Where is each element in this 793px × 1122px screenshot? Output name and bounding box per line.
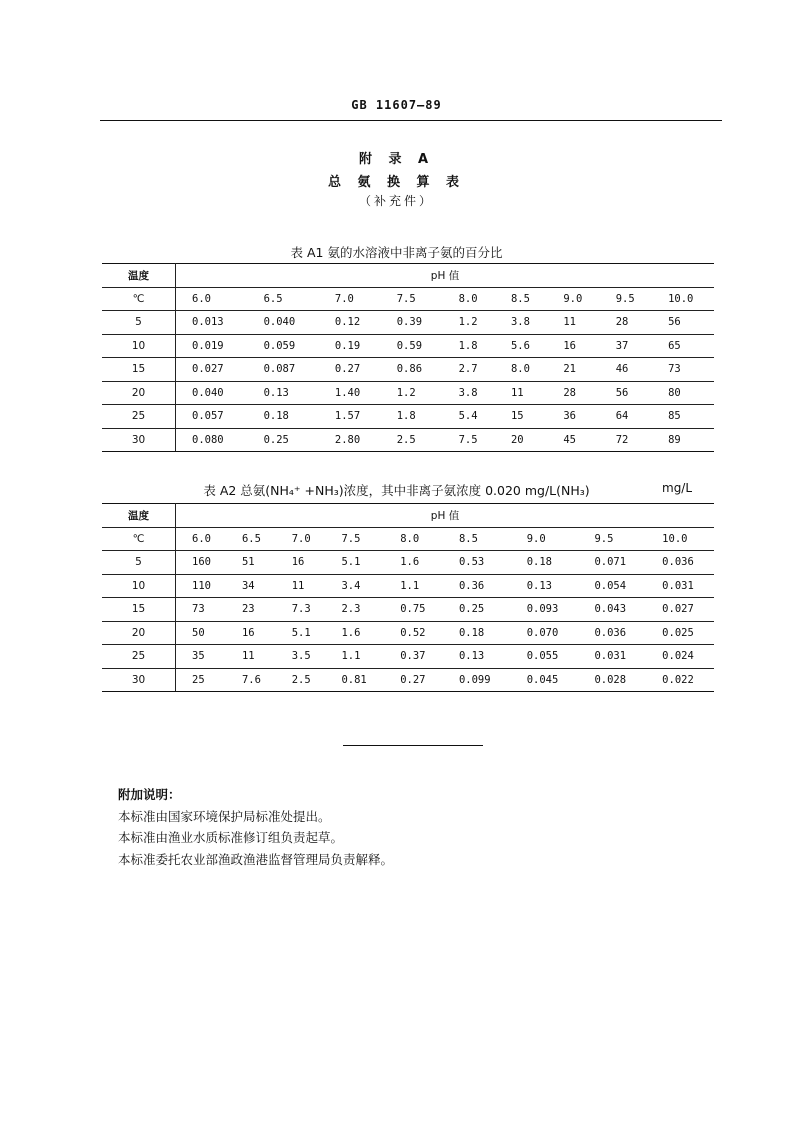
table-row — [102, 574, 714, 598]
value-cell: 0.099 — [443, 668, 511, 692]
value-cell: 34 — [226, 574, 276, 598]
value-cell: 80 — [652, 381, 714, 405]
value-cell: 1.2 — [443, 311, 495, 335]
value-cell: 0.059 — [248, 334, 319, 358]
temperature-cell: 30 — [102, 428, 176, 452]
value-cell: 0.019 — [176, 334, 248, 358]
value-cell: 0.13 — [248, 381, 319, 405]
value-cell: 5.1 — [325, 551, 384, 575]
value-cell: 3.4 — [325, 574, 384, 598]
temperature-unit: ℃ — [102, 287, 176, 311]
value-cell: 65 — [652, 334, 714, 358]
notes-line: 本标准由国家环境保护局标准处提出。 — [118, 808, 331, 824]
table-row — [102, 428, 714, 452]
temperature-cell: 25 — [102, 405, 176, 429]
header-rule — [100, 120, 722, 121]
value-cell: 0.071 — [578, 551, 646, 575]
ph-values-row — [102, 527, 714, 551]
value-cell: 0.054 — [578, 574, 646, 598]
value-cell: 0.27 — [319, 358, 381, 382]
table-row — [102, 381, 714, 405]
ph-value: 9.5 — [578, 527, 646, 551]
value-cell: 11 — [276, 574, 326, 598]
ph-value: 9.5 — [600, 287, 652, 311]
ph-value: 7.0 — [319, 287, 381, 311]
value-cell: 7.3 — [276, 598, 326, 622]
value-cell: 3.8 — [443, 381, 495, 405]
value-cell: 0.25 — [443, 598, 511, 622]
value-cell: 5.6 — [495, 334, 547, 358]
appendix-note: （补充件） — [358, 194, 434, 208]
value-cell: 0.13 — [511, 574, 579, 598]
table-row — [102, 621, 714, 645]
value-cell: 0.031 — [578, 645, 646, 669]
value-cell: 160 — [176, 551, 226, 575]
value-cell: 5.1 — [276, 621, 326, 645]
value-cell: 89 — [652, 428, 714, 452]
value-cell: 2.5 — [276, 668, 326, 692]
table-row — [102, 598, 714, 622]
ph-header: pH 值 — [176, 504, 715, 528]
value-cell: 0.080 — [176, 428, 248, 452]
header-row — [102, 504, 714, 528]
ph-value: 8.5 — [443, 527, 511, 551]
value-cell: 0.81 — [325, 668, 384, 692]
value-cell: 15 — [495, 405, 547, 429]
table-a2-unit: mg/L — [662, 481, 693, 495]
appendix-label: 附 录 A — [358, 152, 435, 167]
ph-value: 6.0 — [176, 527, 226, 551]
table-row — [102, 358, 714, 382]
value-cell: 7.6 — [226, 668, 276, 692]
value-cell: 0.087 — [248, 358, 319, 382]
ph-value: 7.5 — [325, 527, 384, 551]
value-cell: 110 — [176, 574, 226, 598]
value-cell: 21 — [547, 358, 599, 382]
ph-value: 9.0 — [547, 287, 599, 311]
table-row — [102, 551, 714, 575]
appendix-title: 总 氨 换 算 表 — [327, 175, 466, 190]
value-cell: 50 — [176, 621, 226, 645]
value-cell: 0.75 — [384, 598, 443, 622]
value-cell: 0.18 — [248, 405, 319, 429]
value-cell: 28 — [600, 311, 652, 335]
ph-value: 8.5 — [495, 287, 547, 311]
value-cell: 0.040 — [176, 381, 248, 405]
ph-value: 8.0 — [443, 287, 495, 311]
value-cell: 7.5 — [443, 428, 495, 452]
table-row — [102, 334, 714, 358]
value-cell: 0.18 — [511, 551, 579, 575]
value-cell: 0.12 — [319, 311, 381, 335]
value-cell: 0.040 — [248, 311, 319, 335]
value-cell: 0.37 — [384, 645, 443, 669]
value-cell: 0.043 — [578, 598, 646, 622]
ph-value: 8.0 — [384, 527, 443, 551]
ph-value: 7.0 — [276, 527, 326, 551]
value-cell: 25 — [176, 668, 226, 692]
value-cell: 0.59 — [381, 334, 443, 358]
value-cell: 1.6 — [325, 621, 384, 645]
value-cell: 5.4 — [443, 405, 495, 429]
value-cell: 0.093 — [511, 598, 579, 622]
value-cell: 0.52 — [384, 621, 443, 645]
ph-value: 7.5 — [381, 287, 443, 311]
header-row — [102, 264, 714, 288]
value-cell: 85 — [652, 405, 714, 429]
value-cell: 20 — [495, 428, 547, 452]
value-cell: 46 — [600, 358, 652, 382]
value-cell: 64 — [600, 405, 652, 429]
temperature-header: 温度 — [102, 504, 176, 528]
value-cell: 0.045 — [511, 668, 579, 692]
ph-value: 6.5 — [226, 527, 276, 551]
temperature-unit: ℃ — [102, 527, 176, 551]
value-cell: 0.025 — [646, 621, 714, 645]
value-cell: 0.86 — [381, 358, 443, 382]
value-cell: 1.6 — [384, 551, 443, 575]
value-cell: 0.027 — [176, 358, 248, 382]
value-cell: 0.036 — [578, 621, 646, 645]
ph-value: 6.0 — [176, 287, 248, 311]
value-cell: 1.40 — [319, 381, 381, 405]
notes-line: 本标准委托农业部渔政渔港监督管理局负责解释。 — [118, 851, 394, 867]
table-a1 — [102, 263, 714, 452]
value-cell: 1.2 — [381, 381, 443, 405]
temperature-cell: 20 — [102, 621, 176, 645]
value-cell: 0.13 — [443, 645, 511, 669]
value-cell: 16 — [547, 334, 599, 358]
ph-value: 6.5 — [248, 287, 319, 311]
value-cell: 3.8 — [495, 311, 547, 335]
temperature-cell: 20 — [102, 381, 176, 405]
value-cell: 16 — [226, 621, 276, 645]
value-cell: 0.36 — [443, 574, 511, 598]
table-a2 — [102, 503, 714, 692]
value-cell: 1.1 — [325, 645, 384, 669]
additional-notes — [118, 784, 393, 870]
value-cell: 0.055 — [511, 645, 579, 669]
value-cell: 0.022 — [646, 668, 714, 692]
notes-line: 本标准由渔业水质标准修订组负责起草。 — [118, 830, 344, 845]
ph-value: 10.0 — [652, 287, 714, 311]
ph-value: 9.0 — [511, 527, 579, 551]
value-cell: 1.57 — [319, 405, 381, 429]
ph-values-row — [102, 287, 714, 311]
table-row — [102, 405, 714, 429]
temperature-header: 温度 — [102, 264, 176, 288]
temperature-cell: 15 — [102, 358, 176, 382]
value-cell: 2.80 — [319, 428, 381, 452]
value-cell: 23 — [226, 598, 276, 622]
value-cell: 0.18 — [443, 621, 511, 645]
value-cell: 56 — [600, 381, 652, 405]
value-cell: 36 — [547, 405, 599, 429]
value-cell: 0.013 — [176, 311, 248, 335]
value-cell: 3.5 — [276, 645, 326, 669]
value-cell: 73 — [652, 358, 714, 382]
end-rule — [343, 745, 483, 746]
value-cell: 0.19 — [319, 334, 381, 358]
value-cell: 35 — [176, 645, 226, 669]
value-cell: 72 — [600, 428, 652, 452]
table-row — [102, 668, 714, 692]
value-cell: 0.070 — [511, 621, 579, 645]
value-cell: 56 — [652, 311, 714, 335]
standard-code: GB 11607—89 — [351, 98, 442, 112]
value-cell: 51 — [226, 551, 276, 575]
value-cell: 11 — [226, 645, 276, 669]
value-cell: 45 — [547, 428, 599, 452]
table-row — [102, 311, 714, 335]
value-cell: 1.8 — [381, 405, 443, 429]
value-cell: 8.0 — [495, 358, 547, 382]
value-cell: 37 — [600, 334, 652, 358]
value-cell: 0.036 — [646, 551, 714, 575]
value-cell: 1.8 — [443, 334, 495, 358]
notes-heading: 附加说明： — [118, 787, 181, 802]
temperature-cell: 10 — [102, 334, 176, 358]
temperature-cell: 5 — [102, 551, 176, 575]
value-cell: 0.39 — [381, 311, 443, 335]
value-cell: 0.25 — [248, 428, 319, 452]
value-cell: 2.5 — [381, 428, 443, 452]
value-cell: 16 — [276, 551, 326, 575]
table-a1-caption: 表 A1 氨的水溶液中非离子氨的百分比 — [290, 245, 503, 260]
temperature-cell: 15 — [102, 598, 176, 622]
temperature-cell: 30 — [102, 668, 176, 692]
value-cell: 28 — [547, 381, 599, 405]
ph-header: pH 值 — [176, 264, 715, 288]
temperature-cell: 25 — [102, 645, 176, 669]
value-cell: 2.3 — [325, 598, 384, 622]
value-cell: 0.53 — [443, 551, 511, 575]
value-cell: 11 — [547, 311, 599, 335]
value-cell: 11 — [495, 381, 547, 405]
temperature-cell: 5 — [102, 311, 176, 335]
value-cell: 0.27 — [384, 668, 443, 692]
ph-value: 10.0 — [646, 527, 714, 551]
value-cell: 0.024 — [646, 645, 714, 669]
value-cell: 1.1 — [384, 574, 443, 598]
value-cell: 0.027 — [646, 598, 714, 622]
value-cell: 0.031 — [646, 574, 714, 598]
value-cell: 2.7 — [443, 358, 495, 382]
temperature-cell: 10 — [102, 574, 176, 598]
value-cell: 73 — [176, 598, 226, 622]
value-cell: 0.057 — [176, 405, 248, 429]
value-cell: 0.028 — [578, 668, 646, 692]
table-row — [102, 645, 714, 669]
table-a2-caption: 表 A2 总氨(NH₄⁺ +NH₃)浓度，其中非离子氨浓度 0.020 mg/L(NH₃) — [203, 483, 590, 498]
